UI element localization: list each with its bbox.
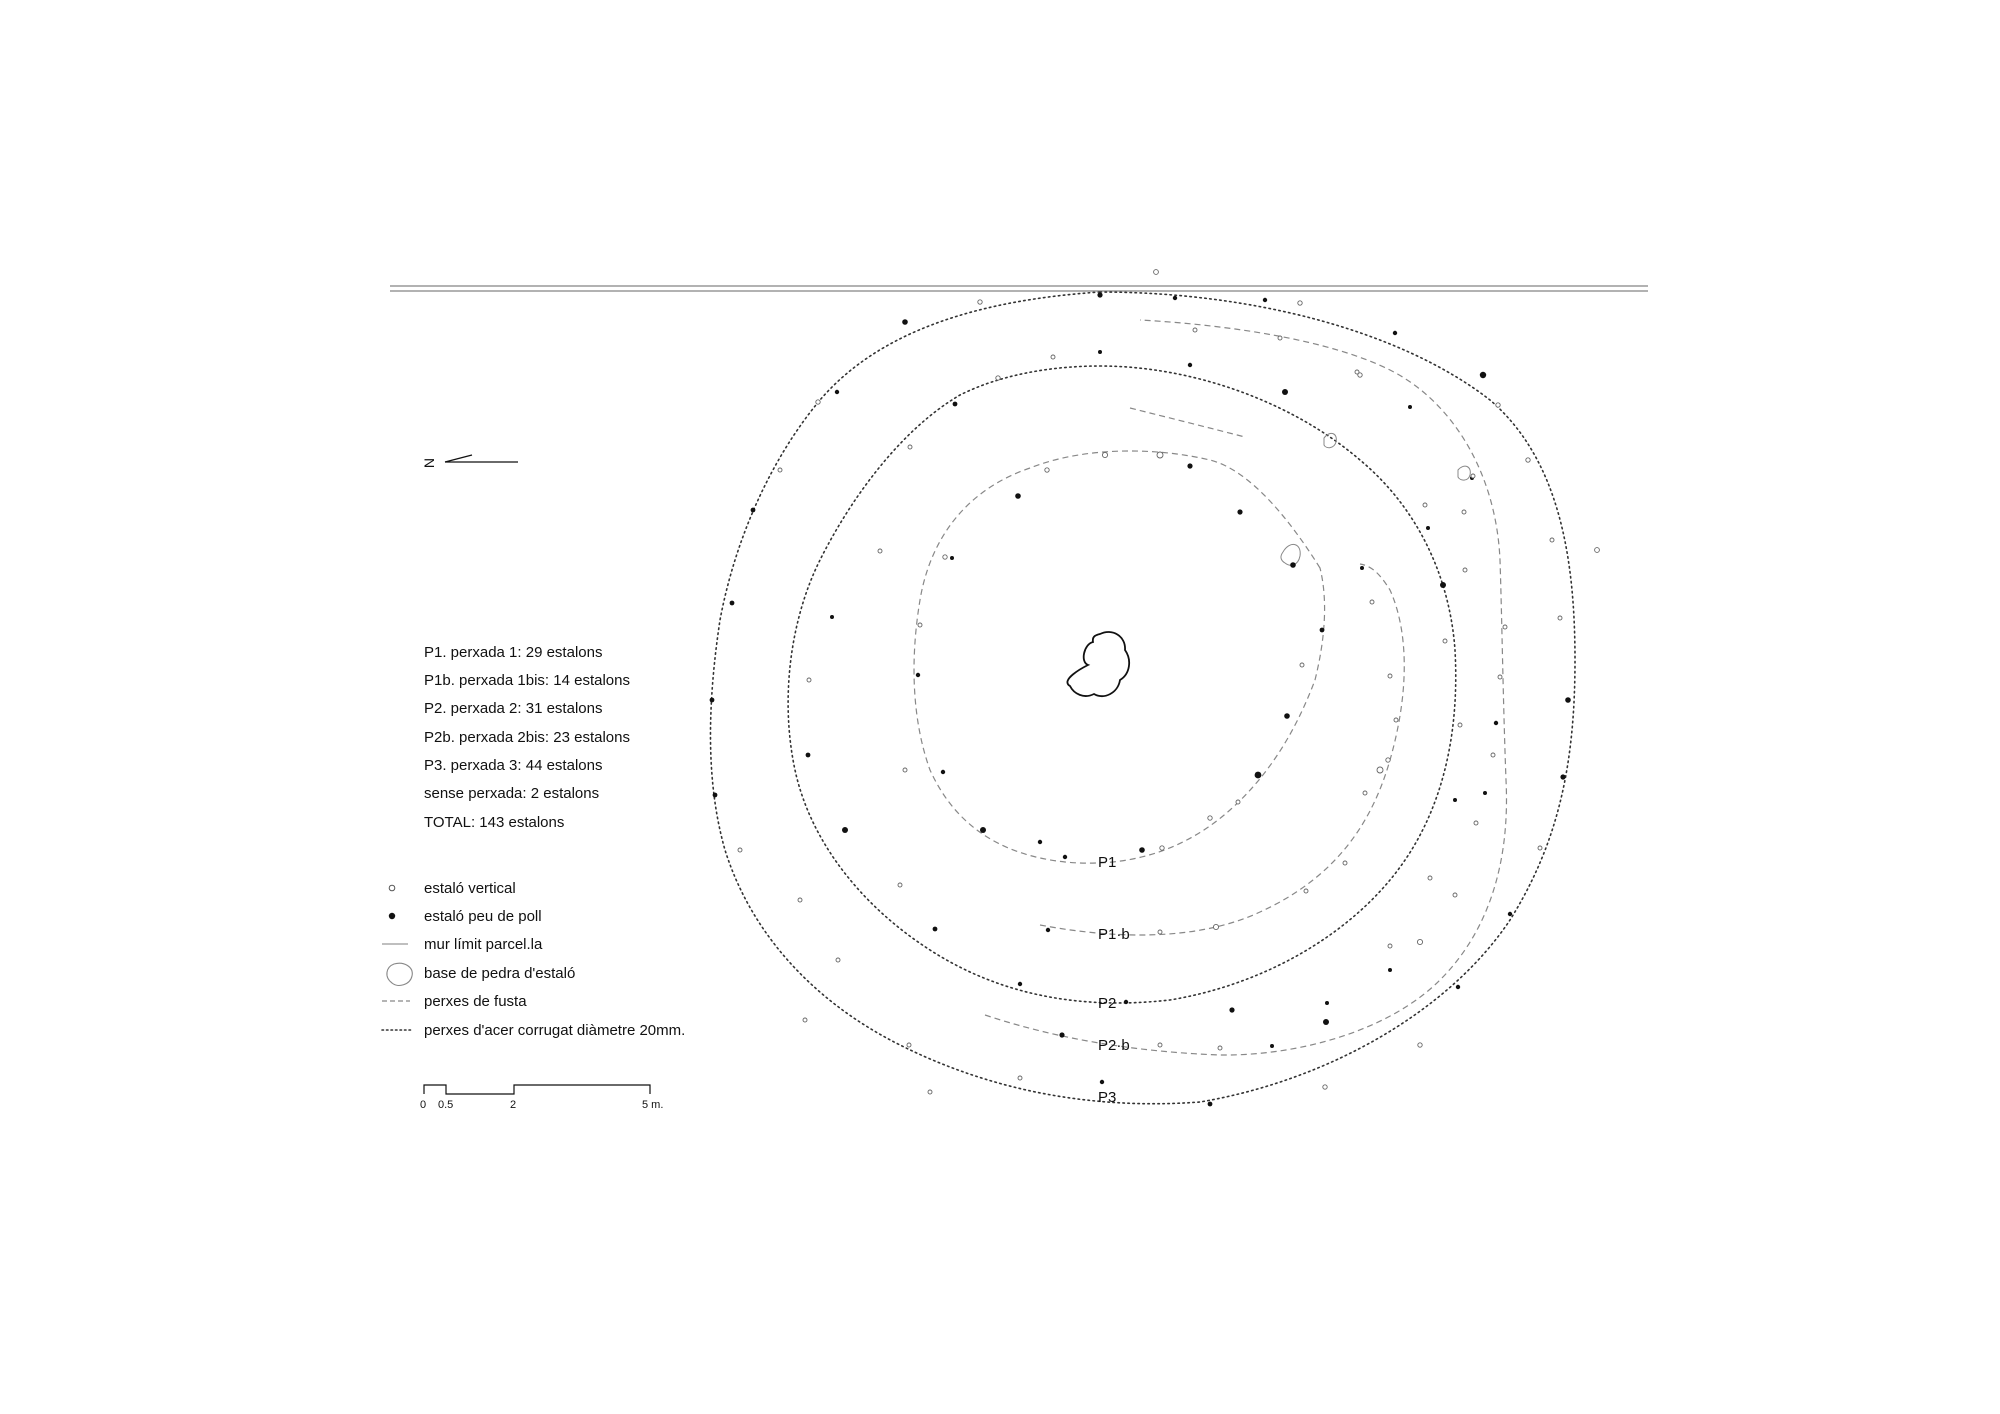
post-open-icon [907, 1043, 911, 1047]
counts-list [424, 644, 630, 831]
post-open-icon [1154, 270, 1159, 275]
legend-label-vertical: estaló vertical [424, 880, 516, 897]
post-open-icon [1158, 930, 1162, 934]
legend-label-fusta: perxes de fusta [424, 993, 527, 1010]
scale-tick-0: 0 [420, 1099, 427, 1111]
post-open-icon [1558, 616, 1562, 620]
post-filled-icon [1483, 791, 1487, 795]
post-filled-icon [1426, 526, 1430, 530]
post-filled-icon [1208, 1102, 1213, 1107]
post-open-icon [1298, 301, 1302, 305]
post-filled-icon [842, 827, 848, 833]
post-open-icon [903, 768, 907, 772]
post-filled-icon [1440, 582, 1446, 588]
post-open-icon [1323, 1085, 1327, 1089]
north-label: N [421, 457, 438, 469]
stone-base-1 [1281, 544, 1300, 565]
filled-circle-icon [389, 913, 395, 919]
post-open-icon [1343, 861, 1347, 865]
post-filled-icon [1059, 1032, 1064, 1037]
post-open-icon [978, 300, 982, 304]
post-filled-icon [1560, 774, 1565, 779]
post-filled-icon [1188, 363, 1192, 367]
post-open-icon [1503, 625, 1507, 629]
legend-label-acer: perxes d'acer corrugat diàmetre 20mm. [424, 1022, 686, 1039]
ring-label-p1b: P1·b [1098, 926, 1130, 943]
post-filled-icon [933, 927, 938, 932]
legend [382, 880, 685, 1039]
post-filled-icon [1237, 509, 1242, 514]
post-open-icon [738, 848, 742, 852]
post-open-icon [878, 549, 882, 553]
post-filled-icon [751, 508, 756, 513]
post-filled-icon [1046, 928, 1050, 932]
open-circle-icon [389, 885, 395, 891]
post-open-icon [807, 678, 811, 682]
post-open-icon [1045, 468, 1049, 472]
post-filled-icon [941, 770, 945, 774]
post-open-icon [1304, 889, 1308, 893]
stone-base-icon [387, 963, 412, 985]
post-filled-icon [1325, 1001, 1329, 1005]
count-p2: P2. perxada 2: 31 estalons [424, 700, 603, 717]
ring-p2-path [788, 366, 1456, 1003]
post-filled-icon [1097, 292, 1102, 297]
ring-p1-path [914, 451, 1325, 863]
post-filled-icon [1393, 331, 1397, 335]
post-filled-icon [1408, 405, 1412, 409]
post-open-icon [1278, 336, 1282, 340]
ring-p2b-path [985, 320, 1506, 1055]
post-open-icon [1423, 503, 1427, 507]
post-open-icon [1443, 639, 1447, 643]
post-filled-icon [1282, 389, 1288, 395]
post-filled-icon [1565, 697, 1571, 703]
legend-label-base: base de pedra d'estaló [424, 965, 576, 982]
post-filled-icon [1100, 1080, 1104, 1084]
post-open-icon [1388, 944, 1392, 948]
post-open-icon [1417, 939, 1422, 944]
post-open-icon [1051, 355, 1055, 359]
count-p1: P1. perxada 1: 29 estalons [424, 644, 603, 661]
post-open-icon [1102, 452, 1107, 457]
ring-label-p2b: P2·b [1098, 1037, 1130, 1054]
post-open-icon [1386, 758, 1390, 762]
posts-layer [710, 270, 1600, 1107]
post-filled-icon [1270, 1044, 1274, 1048]
post-open-icon [1491, 753, 1495, 757]
count-p3: P3. perxada 3: 44 estalons [424, 757, 603, 774]
ring-label-p2: P2 [1098, 995, 1117, 1012]
post-open-icon [1158, 1043, 1162, 1047]
legend-label-mur: mur límit parcel.la [424, 936, 543, 953]
post-filled-icon [1173, 296, 1177, 300]
post-open-icon [778, 468, 782, 472]
post-open-icon [816, 400, 820, 404]
post-open-icon [1428, 876, 1432, 880]
post-open-icon [1213, 924, 1218, 929]
post-open-icon [996, 376, 1000, 380]
count-p2b: P2b. perxada 2bis: 23 estalons [424, 729, 630, 746]
post-open-icon [1595, 548, 1600, 553]
ring-label-p1: P1 [1098, 854, 1117, 871]
post-open-icon [1018, 1076, 1022, 1080]
post-filled-icon [1508, 912, 1512, 916]
post-open-icon [1193, 328, 1197, 332]
post-open-icon [928, 1090, 932, 1094]
post-filled-icon [1263, 298, 1267, 302]
post-open-icon [1300, 663, 1304, 667]
central-stone-outline [1067, 632, 1129, 696]
count-none: sense perxada: 2 estalons [424, 785, 600, 802]
post-filled-icon [806, 753, 811, 758]
post-open-icon [1550, 538, 1554, 542]
post-filled-icon [1255, 772, 1262, 779]
count-p1b: P1b. perxada 1bis: 14 estalons [424, 672, 630, 689]
post-open-icon [898, 883, 902, 887]
post-filled-icon [953, 402, 958, 407]
post-filled-icon [902, 319, 908, 325]
legend-label-peu-de-poll: estaló peu de poll [424, 908, 542, 925]
post-open-icon [1157, 452, 1163, 458]
post-filled-icon [1124, 1000, 1128, 1004]
north-arrow [421, 455, 518, 468]
post-open-icon [1363, 791, 1367, 795]
post-open-icon [1463, 568, 1467, 572]
post-filled-icon [1139, 847, 1145, 853]
post-open-icon [1496, 403, 1500, 407]
post-filled-icon [1456, 985, 1460, 989]
post-filled-icon [830, 615, 834, 619]
post-filled-icon [835, 390, 839, 394]
scale-tick-0-5: 0.5 [438, 1099, 454, 1111]
ring-label-p3: P3 [1098, 1089, 1117, 1106]
post-filled-icon [1063, 855, 1067, 859]
post-open-icon [1236, 800, 1240, 804]
stone-base-3 [1458, 466, 1470, 480]
post-open-icon [1377, 767, 1383, 773]
post-filled-icon [710, 698, 715, 703]
post-open-icon [798, 898, 802, 902]
post-open-icon [1208, 816, 1212, 820]
post-filled-icon [1284, 713, 1290, 719]
post-open-icon [943, 555, 947, 559]
post-filled-icon [1360, 566, 1364, 570]
post-open-icon [1458, 723, 1462, 727]
scale-tick-2: 2 [510, 1099, 517, 1111]
post-filled-icon [1320, 628, 1325, 633]
post-open-icon [1471, 474, 1475, 478]
post-open-icon [1474, 821, 1478, 825]
boundary-wall [390, 286, 1648, 291]
post-filled-icon [1494, 721, 1498, 725]
post-open-icon [1160, 846, 1164, 850]
post-filled-icon [1388, 968, 1392, 972]
post-open-icon [1358, 373, 1362, 377]
post-filled-icon [1018, 982, 1022, 986]
post-open-icon [1218, 1046, 1222, 1050]
post-open-icon [1498, 675, 1502, 679]
post-filled-icon [1290, 562, 1296, 568]
post-open-icon [1388, 674, 1392, 678]
post-filled-icon [1038, 840, 1042, 844]
post-open-icon [1418, 1043, 1422, 1047]
post-filled-icon [1480, 372, 1486, 378]
post-filled-icon [980, 827, 986, 833]
post-open-icon [1394, 718, 1398, 722]
short-perxa-segment [1130, 408, 1245, 437]
post-open-icon [1370, 600, 1374, 604]
post-open-icon [1453, 893, 1457, 897]
post-filled-icon [1098, 350, 1102, 354]
scale-bar [420, 1085, 663, 1111]
post-open-icon [1462, 510, 1466, 514]
post-filled-icon [950, 556, 954, 560]
post-filled-icon [1015, 493, 1021, 499]
post-filled-icon [1229, 1007, 1234, 1012]
post-open-icon [836, 958, 840, 962]
stone-bases [1281, 433, 1470, 565]
ring-p1b-path [1040, 564, 1404, 935]
post-open-icon [803, 1018, 807, 1022]
post-filled-icon [1323, 1019, 1329, 1025]
post-filled-icon [730, 601, 735, 606]
post-filled-icon [916, 673, 920, 677]
post-open-icon [908, 445, 912, 449]
scale-tick-5: 5 m. [642, 1099, 664, 1111]
post-open-icon [918, 623, 922, 627]
post-open-icon [1538, 846, 1542, 850]
post-filled-icon [713, 793, 718, 798]
count-total: TOTAL: 143 estalons [424, 814, 565, 831]
post-filled-icon [1453, 798, 1457, 802]
post-filled-icon [1187, 463, 1192, 468]
post-open-icon [1526, 458, 1530, 462]
